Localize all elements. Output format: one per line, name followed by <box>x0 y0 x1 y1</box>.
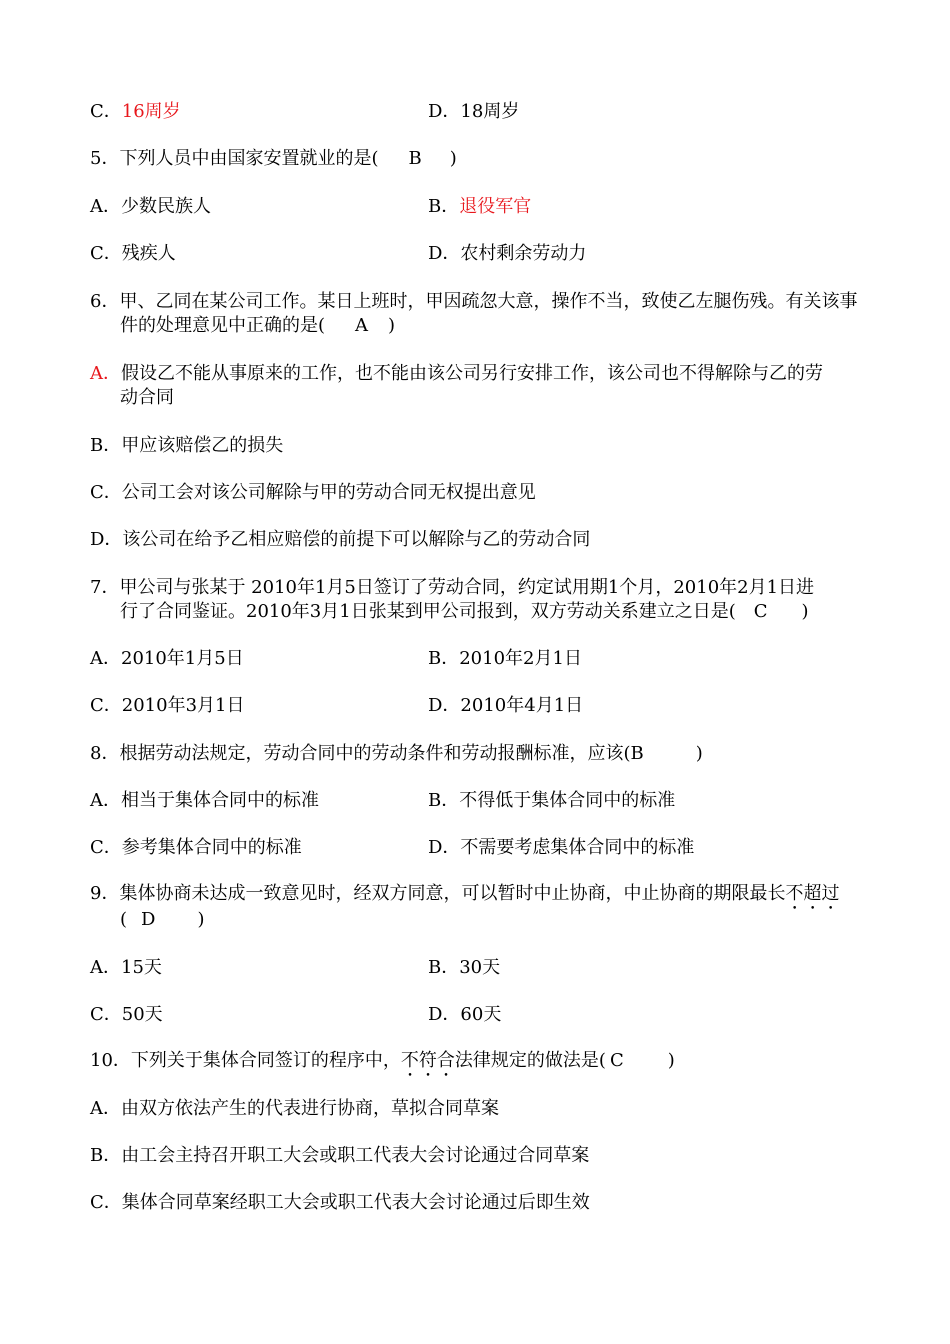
q7-stem-line2: 行了合同鉴证。2010年3月1日张某到甲公司报到，双方劳动关系建立之日是( C ) <box>120 601 809 622</box>
q7-option-a: A．2010年1月5日 <box>90 648 244 669</box>
q8-option-a: A．相当于集体合同中的标准 <box>90 790 319 811</box>
q8-option-c: C．参考集体合同中的标准 <box>90 837 302 858</box>
q5-option-b-answer-text: 退役军官 <box>459 196 532 217</box>
q8-option-b: B．不得低于集体合同中的标准 <box>428 790 676 811</box>
q7-option-b: B．2010年2月1日 <box>428 648 582 669</box>
q5-option-c: C．残疾人 <box>90 243 176 264</box>
q6-option-c: C．公司工会对该公司解除与甲的劳动合同无权提出意见 <box>90 482 536 503</box>
q10-option-a: A．由双方依法产生的代表进行协商，草拟合同草案 <box>90 1098 499 1119</box>
q7-option-c: C．2010年3月1日 <box>90 695 245 716</box>
q6-option-d: D．该公司在给予乙相应赔偿的前提下可以解除与乙的劳动合同 <box>90 529 591 550</box>
q4-option-c: C．16周岁 <box>90 101 181 122</box>
q9-option-c: C．50天 <box>90 1004 163 1025</box>
q4-option-c-answer-text: 16周岁 <box>121 101 181 122</box>
q10-option-c: C．集体合同草案经职工大会或职工代表大会讨论通过后即生效 <box>90 1192 590 1213</box>
q6-stem-line1: 6．甲、乙同在某公司工作。某日上班时，甲因疏忽大意，操作不当，致使乙左腿伤残。有关该事 <box>90 291 858 312</box>
q10-emphasis: 不符合 <box>400 1050 455 1071</box>
q10-answer: C <box>609 1050 624 1071</box>
q5-stem: 5．下列人员中由国家安置就业的是( B ) <box>90 148 457 169</box>
q9-stem-line1: 9．集体协商未达成一致意见时，经双方同意，可以暂时中止协商，中止协商的期限最长不超过 <box>90 883 840 904</box>
q7-option-d: D．2010年4月1日 <box>428 695 584 716</box>
q6-stem-line2: 件的处理意见中正确的是( A ) <box>120 315 396 336</box>
q10-option-b: B．由工会主持召开职工大会或职工代表大会讨论通过合同草案 <box>90 1145 590 1166</box>
q9-option-d: D．60天 <box>428 1004 502 1025</box>
q5-option-d: D．农村剩余劳动力 <box>428 243 587 264</box>
q7-stem-line1: 7．甲公司与张某于 2010年1月5日签订了劳动合同，约定试用期1个月，2010年2月1日进 <box>90 577 815 598</box>
q10-stem: 10．下列关于集体合同签订的程序中，不符合法律规定的做法是( C ) <box>90 1050 675 1071</box>
q4-option-d: D．18周岁 <box>428 101 520 122</box>
q5-answer: B <box>408 148 422 169</box>
q8-stem: 8．根据劳动法规定，劳动合同中的劳动条件和劳动报酬标准，应该(B ) <box>90 743 703 764</box>
q9-emphasis: 不超过 <box>785 883 840 904</box>
q6-option-b: B．甲应该赔偿乙的损失 <box>90 435 284 456</box>
q6-option-a-prefix: A． <box>90 363 121 384</box>
q9-answer: D <box>141 909 156 930</box>
q8-option-d: D．不需要考虑集体合同中的标准 <box>428 837 695 858</box>
q9-option-a: A．15天 <box>90 957 162 978</box>
q6-option-a-line2: 动合同 <box>120 387 174 408</box>
q7-answer: C <box>753 601 768 622</box>
q5-option-b: B．退役军官 <box>428 196 532 217</box>
q9-stem-line2: ( D ) <box>120 909 205 930</box>
q6-answer: A <box>355 315 369 336</box>
q9-option-b: B．30天 <box>428 957 501 978</box>
q6-option-a-line1: A．假设乙不能从事原来的工作，也不能由该公司另行安排工作，该公司也不得解除与乙的劳 <box>90 363 823 384</box>
q5-option-a: A．少数民族人 <box>90 196 211 217</box>
